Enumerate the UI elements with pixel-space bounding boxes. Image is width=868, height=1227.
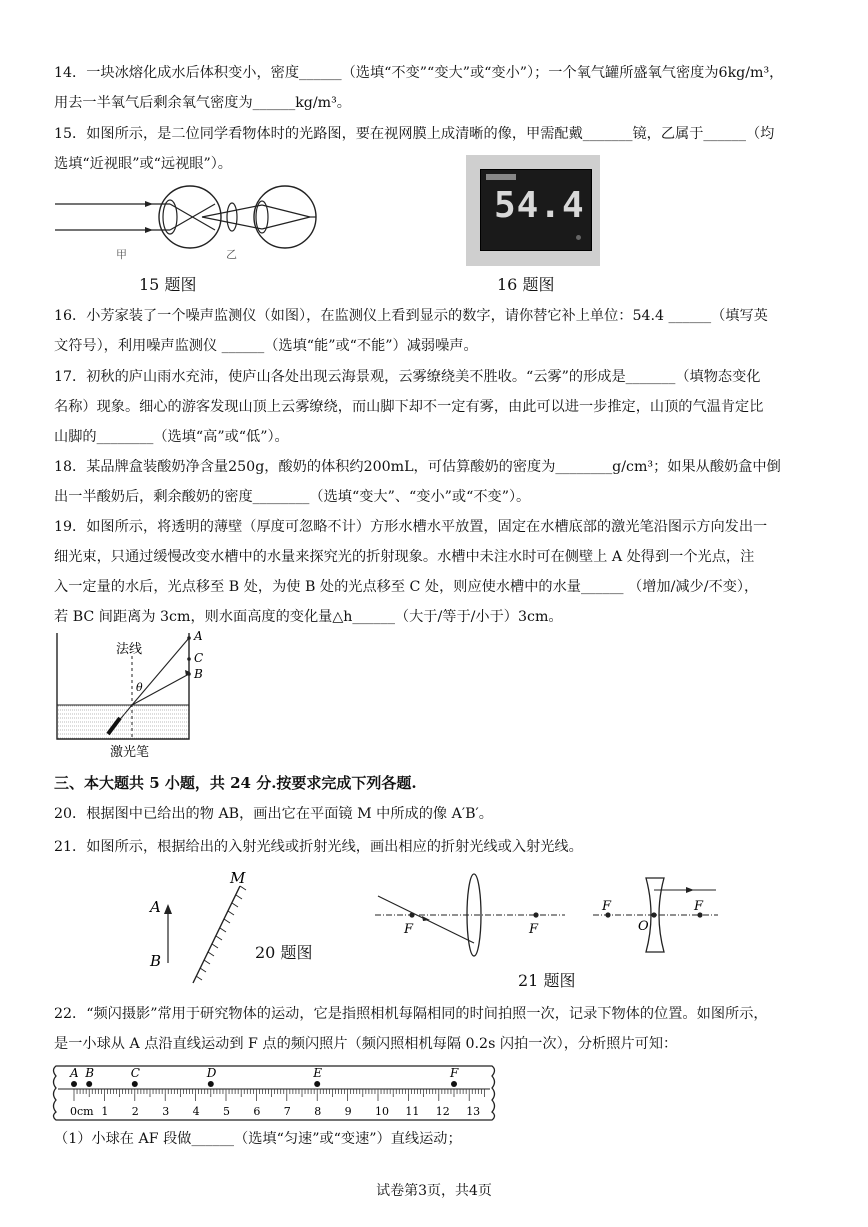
q14-line1: 14．一块冰熔化成水后体积变小，密度______（选填“不变”“变大”或“变小”）；一个氧气罐所盛氧气密度为6kg/m³， <box>54 65 784 81</box>
fig19-laser-label: 激光笔 <box>110 745 150 760</box>
fig20-label-A: A <box>150 898 161 916</box>
fig15-caption: 15 题图 <box>139 275 197 294</box>
ball-label-F: F <box>450 1066 459 1080</box>
q22-ruler-photo <box>50 1060 498 1126</box>
ruler-tick-label: 11 <box>405 1105 420 1118</box>
fig21-concave-F-left: F <box>602 899 612 914</box>
ball-position-A <box>71 1081 77 1087</box>
ball-label-A: A <box>70 1066 79 1080</box>
fig20-caption: 20 题图 <box>255 943 313 962</box>
q19-line1: 19．如图所示，将透明的薄壁（厚度可忽略不计）方形水槽水平放置，固定在水槽底部的激光笔沿图示方向发出一 <box>54 519 768 535</box>
q16-line2: 文符号），利用噪声监测仪 ______（选填“能”或“不能”）减弱噪声。 <box>54 338 478 354</box>
q16-line1: 16．小芳家装了一个噪声监测仪（如图），在监测仪上看到显示的数字，请你替它补上单位：54.4 ______（填写英 <box>54 308 768 324</box>
section-3-heading: 三、本大题共 5 小题，共 24 分.按要求完成下列各题. <box>54 774 417 792</box>
fig15-eye-diagram <box>50 183 330 263</box>
fig21-concave-lens <box>588 868 723 958</box>
fig19-water-tank <box>52 628 222 763</box>
ruler-tick-label: 7 <box>283 1105 291 1118</box>
ruler-tick-label: 2 <box>131 1105 139 1118</box>
fig19-label-C: C <box>194 651 204 665</box>
fig21-concave-O: O <box>638 919 649 934</box>
q20-line: 20．根据图中已给出的物 AB，画出它在平面镜 M 中所成的像 A′B′。 <box>54 806 493 822</box>
ruler-unit-label: 0cm <box>70 1105 94 1118</box>
fig19-theta: θ <box>136 681 143 694</box>
page-footer: 试卷第3页，共4页 <box>376 1183 492 1199</box>
ruler-tick-label: 13 <box>466 1105 481 1118</box>
ruler-tick-label: 10 <box>375 1105 389 1118</box>
fig15-label-jia: 甲 <box>116 248 127 261</box>
ruler-tick-label: 8 <box>314 1105 322 1118</box>
fig16-caption: 16 题图 <box>497 275 555 294</box>
fig20-plane-mirror <box>140 868 260 993</box>
ball-position-B <box>86 1081 92 1087</box>
fig20-label-M: M <box>230 869 246 887</box>
q17-line3: 山脚的________（选填“高”或“低”）。 <box>54 429 289 445</box>
q14-line2: 用去一半氧气后剩余氧气密度为______kg/m³。 <box>54 95 351 111</box>
fig21-convex-lens <box>370 868 570 963</box>
q21-line: 21．如图所示，根据给出的入射光线或折射光线，画出相应的折射光线或入射光线。 <box>54 839 583 855</box>
fig19-normal-label: 法线 <box>116 642 143 657</box>
q17-line1: 17．初秋的庐山雨水充沛，使庐山各处出现云海景观，云雾缭绕美不胜收。“云雾”的形成是_______（填物态变化 <box>54 369 761 385</box>
fig21-caption: 21 题图 <box>518 971 576 990</box>
fig20-label-B: B <box>150 952 162 970</box>
ruler-tick-label: 4 <box>192 1105 200 1118</box>
q22-line1: 22．“频闪摄影”常用于研究物体的运动，它是指照相机每隔相同的时间拍照一次，记录下物体的位置。如图所示， <box>54 1006 768 1022</box>
q15-line1: 15．如图所示，是二位同学看物体时的光路图，要在视网膜上成清晰的像，甲需配戴_______镜，乙属于______（均 <box>54 126 775 142</box>
q15-line2: 选填“近视眼”或“远视眼”）。 <box>54 156 232 172</box>
fig19-label-A: A <box>194 629 203 643</box>
ball-position-E <box>314 1081 320 1087</box>
q17-line2: 名称）现象。细心的游客发现山顶上云雾缭绕，而山脚下却不一定有雾，由此可以进一步推定，山顶的气温肯定比 <box>54 399 764 415</box>
fig21-concave-F-right: F <box>694 899 704 914</box>
ball-position-D <box>208 1081 214 1087</box>
ruler-tick-label: 6 <box>253 1105 261 1118</box>
q22-line2: 是一小球从 A 点沿直线运动到 F 点的频闪照片（频闪照相机每隔 0.2s 闪拍一次），分析照片可知： <box>54 1036 678 1052</box>
q18-line2: 出一半酸奶后，剩余酸奶的密度________（选填“变大”、“变小”或“不变”）。 <box>54 489 531 505</box>
ruler-tick-label: 9 <box>344 1105 352 1118</box>
ruler-tick-label: 12 <box>435 1105 450 1118</box>
ball-label-E: E <box>313 1066 322 1080</box>
ball-position-C <box>132 1081 138 1087</box>
ball-label-C: C <box>130 1066 140 1080</box>
q19-line3: 入一定量的水后，光点移至 B 处，为使 B 处的光点移至 C 处，则应使水槽中的水量______ （增加/减少/不变）， <box>54 579 759 595</box>
noise-monitor-display: 54.4 <box>494 185 585 226</box>
ball-label-B: B <box>85 1066 95 1080</box>
fig21-convex-F-left: F <box>404 922 414 937</box>
ball-label-D: D <box>206 1066 217 1080</box>
ball-position-F <box>451 1081 457 1087</box>
ruler-tick-label: 3 <box>162 1105 170 1118</box>
q19-line4: 若 BC 间距离为 3cm，则水面高度的变化量△h______（大于/等于/小于）3cm。 <box>54 609 563 625</box>
ruler-tick-label: 5 <box>223 1105 230 1118</box>
q22-part1: （1）小球在 AF 段做______（选填“匀速”或“变速”）直线运动； <box>54 1131 462 1147</box>
fig15-label-yi: 乙 <box>226 248 237 261</box>
fig16-photo <box>466 155 600 266</box>
q18-line1: 18．某品牌盒装酸奶净含量250g，酸奶的体积约200mL，可估算酸奶的密度为________g/cm³；如果从酸奶盒中倒 <box>54 459 781 475</box>
ruler-tick-label: 1 <box>101 1105 109 1118</box>
fig21-convex-F-right: F <box>529 922 539 937</box>
fig19-label-B: B <box>194 667 203 681</box>
q19-line2: 细光束，只通过缓慢改变水槽中的水量来探究光的折射现象。水槽中未注水时可在侧壁上 A 处得到一个光点，注 <box>54 549 755 565</box>
